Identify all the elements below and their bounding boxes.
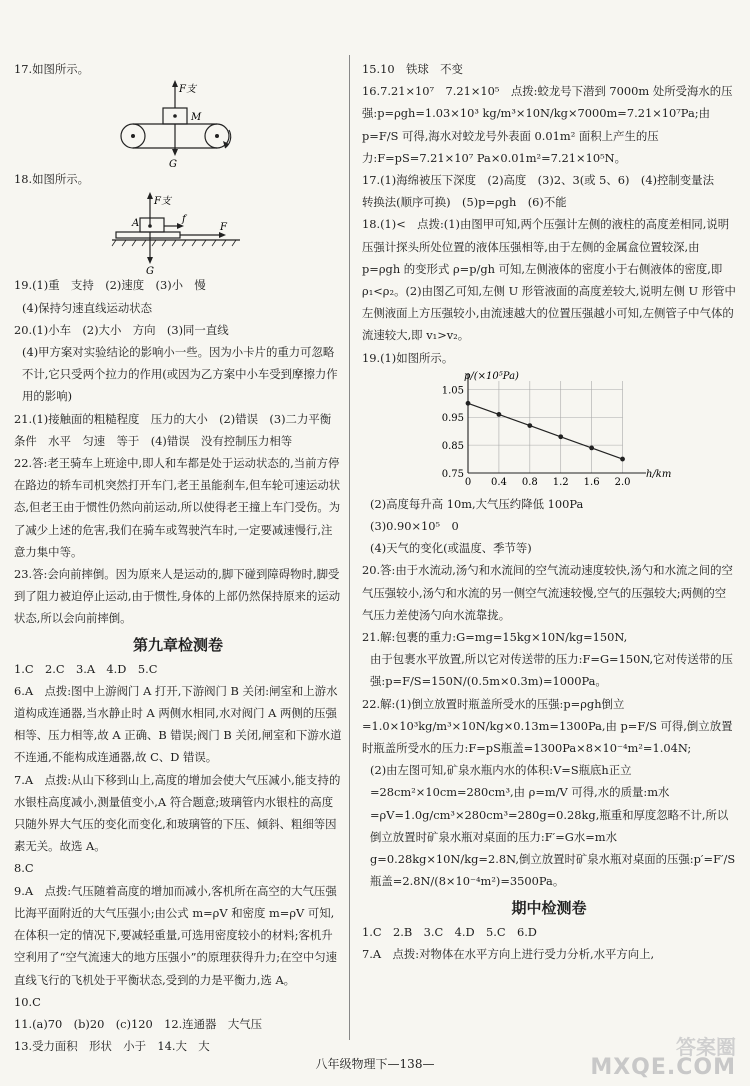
- answer-22b: (2)由左图可知,矿泉水瓶内水的体积:V=S瓶底h正立=28cm²×10cm=280cm³,由 ρ=m/V 可得,水的质量:m水=ρV=1.0g/cm³×280cm³=280g=0.28kg,瓶重和厚度忽略不计,所以倒立放置时矿泉水瓶对桌面的压力:F′=G水=m水g=0.28kg×10N/kg=2.8N,倒立放置时矿泉水瓶对桌面的压强:p′=F′/S瓶盖=2.8N/(8×10⁻⁴m²)=3500Pa。: [370, 763, 736, 889]
- watermark-logo: 答案圈: [676, 1035, 736, 1059]
- answer-19b: (4)保持匀速直线运动状态: [22, 300, 153, 315]
- midterm-answers-1-6: 1.C 2.B 3.C 4.D 5.C 6.D: [362, 924, 537, 939]
- answer-19-3: (3)0.90×10⁵ 0: [370, 519, 459, 534]
- midterm-answer-7: 7.A 点拨:对物体在水平方向上进行受力分析,水平方向上,: [362, 946, 655, 961]
- block-a: [140, 218, 164, 232]
- label-f-support: F支: [179, 84, 196, 96]
- figure-18-block: [108, 190, 248, 274]
- y-tick-label: 1.05: [441, 385, 464, 397]
- answer-23: 23.答:会向前摔倒。因为原来人是运动的,脚下碰到障碍物时,脚受到了阻力被迫停止运动,由于惯性,身体的上部仍然保持原来的运动状态,所以会向前摔倒。: [14, 567, 341, 626]
- answer-22: 22.答:老王骑车上班途中,即人和车都是处于运动状态的,当前方停在路边的轿车司机突然打开车门,老王虽能刹车,但车轮可速运动状态,但老王由于惯性仍然向前运动,所以使得老王撞上车门受伤。为了减少上述的危害,我们在骑车或驾驶汽车时,一定要减速慢行,注意力集中等。: [14, 456, 341, 559]
- ch9-answer-9: 9.A 点拨:气压随着高度的增加而减小,客机所在高空的大气压强比海平面附近的大气压强小;由公式 m=ρV 和密度 m=ρV 可知,在体积一定的情况下,要减轻重量,可选用密度较小的材料;客机升空利用了“空气流速大的地方压强小”的原理获得升力;在空中匀速直线飞行的飞机处于平衡状态,受到的力是平衡力,选 A。: [14, 883, 338, 987]
- column-divider: [349, 55, 350, 1040]
- series-line: [468, 403, 623, 459]
- data-point: [558, 434, 563, 439]
- x-tick-label: 2.0: [614, 476, 631, 488]
- chapter-9-heading: 第九章检测卷: [132, 635, 223, 654]
- right-column: [362, 58, 736, 965]
- label-a: A: [132, 218, 140, 230]
- ch9-answer-7: 7.A 点拨:从山下移到山上,高度的增加会使大气压减小,能支持的水银柱高度减小,测量值变小,A 符合题意;玻璃管内水银柱的高度只随外界大气压的变化而变化,和玻璃管的下压、倾斜、粗细等因素无关。故选 A。: [14, 772, 341, 854]
- left-column: [14, 58, 342, 1057]
- y-tick-label: 0.85: [441, 440, 464, 452]
- answer-19a: 19.(1)重 支持 (2)速度 (3)小 慢: [14, 278, 206, 293]
- y-tick-label: 0.95: [441, 413, 464, 425]
- ch9-answer-11-12: 11.(a)70 (b)20 (c)120 12.连通器 大气压: [14, 1016, 262, 1031]
- answer-21a: 21.解:包裹的重力:G=mg=15kg×10N/kg=150N,: [362, 630, 628, 645]
- answer-18: 18.(1)< 点拨:(1)由图甲可知,两个压强计左侧的液柱的高度差相同,说明压强计探头所处位置的液体压强相等,由于左侧的金属盒位置较深,由 p=ρgh 的变形式 ρ=p/gh 可知,左侧液体的密度小于右侧液体的密度,即 ρ₁<ρ₂。(2)由图乙可知,左侧 U 形管液面的高度差较大,说明左侧 U 形管中左侧液面上方压强较小,由流速越大的位置压强越小可知,左侧管子中气体的流速较大,即 v₁>v₂。: [362, 217, 736, 343]
- answer-15: 15.10 铁球 不变: [362, 62, 463, 76]
- answer-18: 18.如图所示。: [14, 172, 90, 187]
- label-g: G: [146, 266, 154, 275]
- midterm-heading: 期中检测卷: [511, 898, 587, 917]
- data-point: [527, 423, 532, 428]
- label-g: G: [169, 159, 177, 169]
- x-tick-label: 0: [464, 476, 472, 488]
- page-footer: 八年级物理下—138—: [315, 1057, 435, 1071]
- data-point: [620, 457, 625, 462]
- label-m: M: [191, 112, 202, 124]
- pressure-altitude-chart: [424, 369, 674, 493]
- answer-22a: 22.解:(1)倒立放置时瓶盖所受水的压强:p=ρgh倒立=1.0×10³kg/m³×10N/kg×0.13m=1300Pa,由 p=F/S 可得,倒立放置时瓶盖所受水的压力:F=pS瓶盖=1300Pa×8×10⁻⁴m²=1.04N;: [362, 696, 733, 756]
- x-tick-label: 0.8: [521, 476, 538, 488]
- answer-19-4: (4)天气的变化(或温度、季节等): [370, 541, 532, 556]
- ch9-answer-10: 10.C: [14, 994, 41, 1009]
- answer-19-2: (2)高度每升高 10m,大气压约降低 100Pa: [370, 496, 584, 511]
- x-tick-label: 1.6: [583, 476, 600, 488]
- x-tick-label: 0.4: [490, 476, 507, 488]
- answer-16: 16.7.21×10⁷ 7.21×10⁵ 点拨:蛟龙号下潜到 7000m 处所受海水的压强:p=ρgh=1.03×10³ kg/m³×10N/kg×7000m=7.21×10⁷Pa;由 p=F/S 可得,海水对蛟龙号外表面 0.01m² 面积上产生的压力:F=pS=7.21×10⁷ Pa×0.01m²=7.21×10⁵N。: [362, 84, 733, 165]
- data-point: [589, 445, 594, 450]
- x-axis-label: h/km: [646, 468, 672, 480]
- x-tick-label: 1.2: [552, 476, 569, 488]
- y-tick-label: 0.75: [441, 468, 464, 480]
- ch9-answer-13-14: 13.受力面积 形状 小于 14.大 大: [14, 1039, 210, 1054]
- label-pull-force: F: [220, 222, 227, 234]
- label-friction: f: [182, 214, 186, 226]
- data-point: [466, 401, 471, 406]
- answer-21b: 由于包裹水平放置,所以它对传送带的压力:F=G=150N,它对传送带的压强:p=F/S=150N/(0.5m×0.3m)=1000Pa。: [370, 652, 733, 689]
- board: [116, 232, 180, 238]
- answer-20: 20.答:由于水流动,汤勺和水流间的空气流动速度较快,汤勺和水流之间的空气压强较小,汤勺和水流的另一侧空气流速较慢,空气的压强较大;两侧的空气压力差使汤勺向水流靠拢。: [362, 563, 733, 622]
- data-point: [497, 412, 502, 417]
- answer-17: 17.(1)海绵被压下深度 (2)高度 (3)2、3(或 5、6) (4)控制变量法 转换法(顺序可换) (5)p=ρgh (6)不能: [362, 173, 726, 210]
- answer-21: 21.(1)接触面的粗糙程度 压力的大小 (2)错误 (3)二力平衡条件 水平 匀速 等于 (4)错误 没有控制压力相等: [14, 411, 332, 448]
- ch9-answers-1-5: 1.C 2.C 3.A 4.D 5.C: [14, 661, 158, 676]
- answer-20b: (4)甲方案对实验结论的影响小一些。因为小卡片的重力可忽略不计,它只受两个拉力的作用(或因为乙方案中小车受到摩擦力作用的影响): [22, 345, 338, 404]
- answer-17: 17.如图所示。: [14, 62, 90, 76]
- figure-17-conveyor: [113, 80, 243, 168]
- watermark-url: MXQE.COM: [590, 1055, 736, 1080]
- label-f-support: F支: [154, 196, 171, 208]
- y-axis-label: p/(×10⁵Pa): [464, 370, 519, 382]
- answer-20a: 20.(1)小车 (2)大小 方向 (3)同一直线: [14, 322, 229, 337]
- answer-19: 19.(1)如图所示。: [362, 350, 454, 365]
- ch9-answer-8: 8.C: [14, 861, 34, 876]
- ch9-answer-6: 6.A 点拨:图中上游阀门 A 打开,下游阀门 B 关闭:闸室和上游水道构成连通器,当水静止时 A 两侧水相同,水对阀门 A 两侧的压强相等、压力相等,故 A 正确、B 错误;阀门 B 关闭,闸室和下游水道不连通,不能构成连通器,故 C、D 错误。: [14, 683, 342, 765]
